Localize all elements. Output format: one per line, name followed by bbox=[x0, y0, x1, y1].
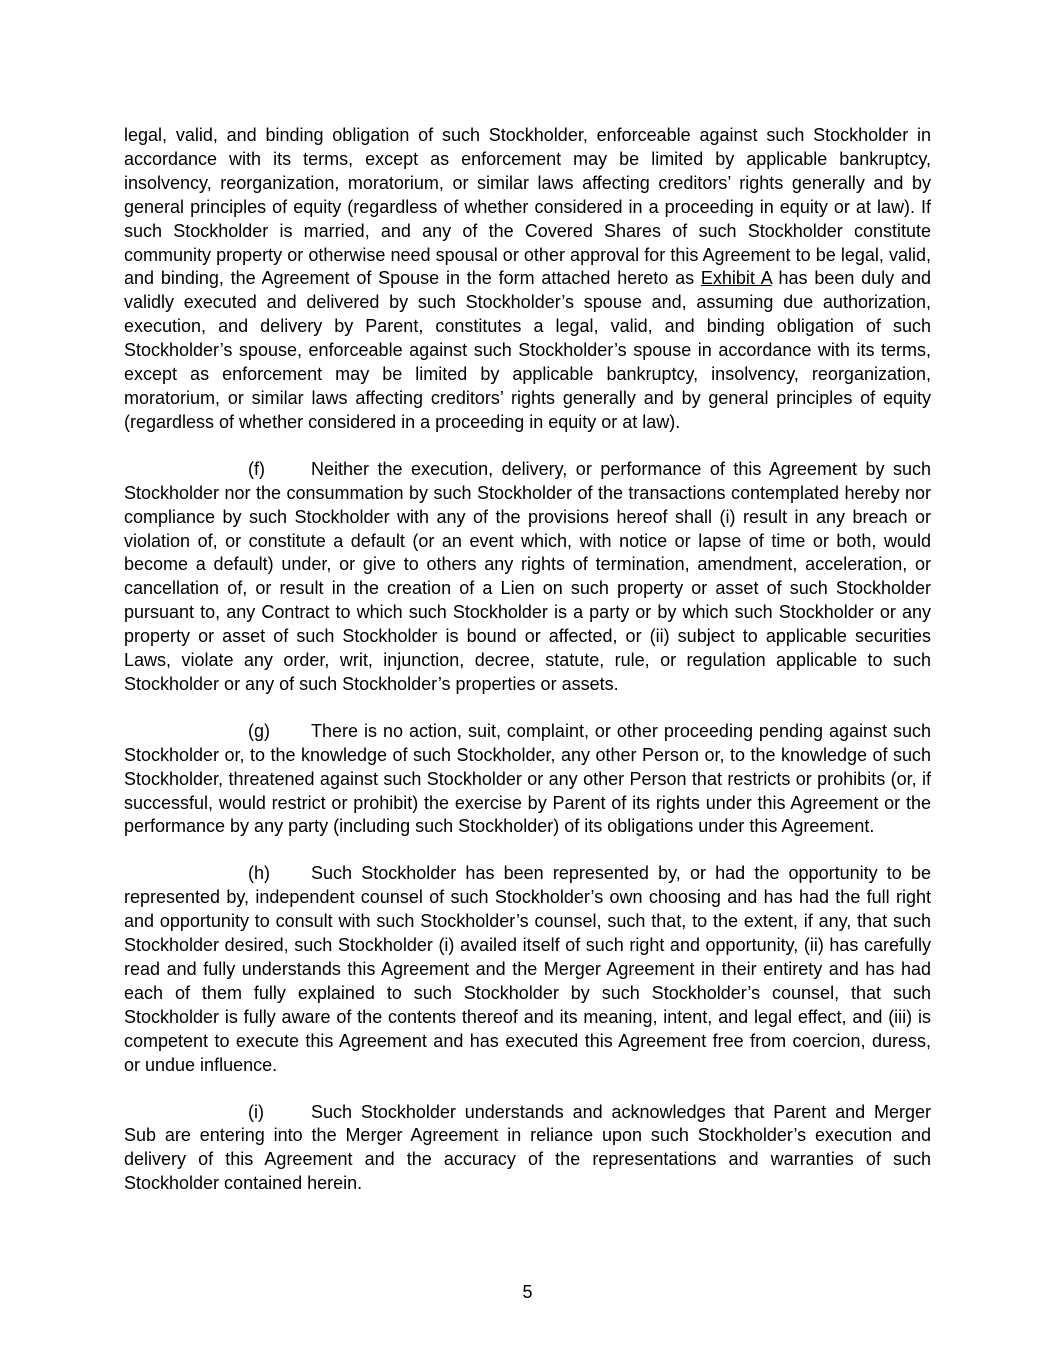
section-h-paragraph bbox=[124, 862, 931, 1077]
section-f-text: Neither the execution, delivery, or performance of this Agreement by such Stockholder nor the consummation by such Stockholder of the transactions contemplated hereby nor compliance by such Stockholder with any of the provisions hereof shall (i) result in any breach or violation of, or constitute a default (or an event which, with notice or lapse of time or both, would become a default) under, or give to others any rights of termination, amendment, acceleration, or cancellation of, or result in the creation of a Lien on such property or asset of such Stockholder pursuant to, any Contract to which such Stockholder is a party or by which such Stockholder or any property or asset of such Stockholder is bound or affected, or (ii) subject to applicable securities Laws, violate any order, writ, injunction, decree, statute, rule, or regulation applicable to such Stockholder or any of such Stockholder’s properties or assets. bbox=[124, 458, 931, 694]
section-i-label: (i) bbox=[248, 1101, 264, 1122]
paragraph-text-after-link: has been duly and validly executed and delivered by such Stockholder’s spouse and, assuming due authorization, execution, and delivery by Parent, constitutes a legal, valid, and binding obligation of such Stockholder’s spouse, enforceable against such Stockholder’s spouse in accordance with its terms, except as enforcement may be limited by applicable bankruptcy, insolvency, reorganization, moratorium, or similar laws affecting creditors’ rights generally and by general principles of equity (regardless of whether considered in a proceeding in equity or at law). bbox=[124, 268, 932, 432]
section-h-text: Such Stockholder has been represented by, or had the opportunity to be represented by, independent counsel of such Stockholder’s own choosing and has had the full right and opportunity to consult with such Stockholder’s counsel, such that, to the extent, if any, that such Stockholder desired, such Stockholder (i) availed itself of such right and opportunity, (ii) has carefully read and fully understands this Agreement and the Merger Agreement in their entirety and has had each of them fully explained to such Stockholder by such Stockholder’s counsel, that such Stockholder is fully aware of the contents thereof and its meaning, intent, and legal effect, and (iii) is competent to execute this Agreement and has executed this Agreement free from coercion, duress, or undue influence. bbox=[124, 863, 931, 1075]
section-g-label: (g) bbox=[248, 720, 270, 741]
section-f-label: (f) bbox=[248, 458, 265, 479]
section-i-paragraph bbox=[124, 1101, 931, 1197]
section-h-label: (h) bbox=[248, 863, 270, 884]
paragraph-continuation bbox=[124, 124, 931, 435]
exhibit-a-link[interactable]: Exhibit A bbox=[700, 268, 772, 289]
paragraph-text-before-link: legal, valid, and binding obligation of such Stockholder, enforceable against such Stockholder in accordance with its terms, except as enforcement may be limited by applicable bankruptcy, insolvency, reorganization, moratorium, or similar laws affecting creditors’ rights generally and by general principles of equity (regardless of whether considered in a proceeding in equity or at law). If such Stockholder is married, and any of the Covered Shares of such Stockholder constitute community property or otherwise need spousal or other approval for this Agreement to be legal, valid, and binding, the Agreement of Spouse in the form attached hereto as bbox=[124, 125, 931, 289]
page-number: 5 bbox=[522, 1282, 533, 1302]
section-g-text: There is no action, suit, complaint, or other proceeding pending against such Stockholder or, to the knowledge of such Stockholder, any other Person or, to the knowledge of such Stockholder, threatened against such Stockholder or any other Person that restricts or prohibits (or, if successful, would restrict or prohibit) the exercise by Parent of its rights under this Agreement or the performance by any party (including such Stockholder) of its obligations under this Agreement. bbox=[124, 720, 931, 837]
document-page bbox=[124, 124, 931, 1196]
section-g-paragraph bbox=[124, 720, 931, 840]
section-i-text: Such Stockholder understands and acknowledges that Parent and Merger Sub are entering into the Merger Agreement in reliance upon such Stockholder’s execution and delivery of this Agreement and the accuracy of the representations and warranties of such Stockholder contained herein. bbox=[124, 1101, 931, 1194]
section-f-paragraph bbox=[124, 458, 931, 697]
